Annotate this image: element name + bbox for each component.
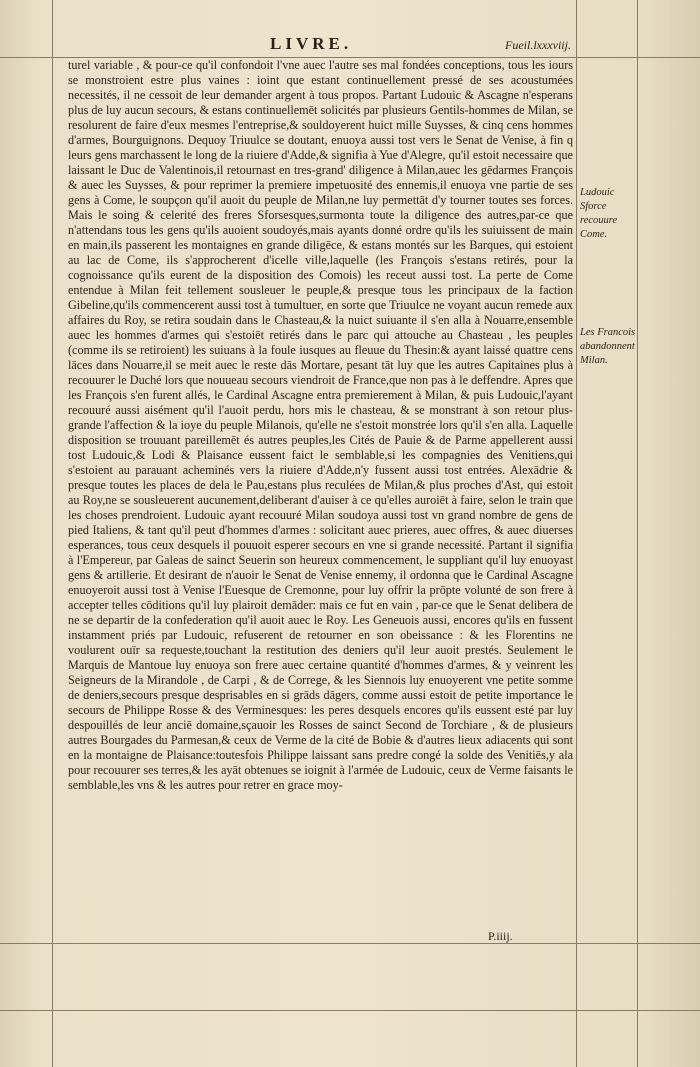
main-text-block — [68, 58, 573, 793]
running-head: LIVRE. — [270, 34, 353, 53]
paragraph: turel variable , & pour-ce qu'il confondoit l'vne auec l'autre ses mal fondées conceptions, tous les iours se monstroient estre plus vaines : ioint que estant continuellement pressé de ses acoustumées necessités, il ne cessoit de leur demander argent à tous propos. Partant Ludouic & Ascagne n'esperans plus de luy aucun secours, & estans continuellemēt solicités par plusieurs Gentils-hommes de Milan, se resolurent de faire d'eux mesmes l'entreprise,& souldoyerent huict mille Suysses, & cinq cens hommes d'armes, Bourguignons. Dequoy Triuulce se doutant, enuoya aussi tost vers le Senat de Venise, à fin q leurs gens marchassent le long de la riuiere d'Adde,& signifia à Yue d'Alegre, qu'il estoit necessaire que laissant le Duc de Valentinois,il retournast en tres-grand' diligence à Milan,auec les gēdarmes François & auec les Suysses, & pour reprimer la premiere impetuosité des ennemis,il enuoya vne partie de ses gens à Come, le soupçon qu'il auoit du peuple de Milan,ne luy permettāt d'y tourner toutes ses forces. Mais le soing & celerité des freres Sforsesques,surmonta toute la diligence des autres,par-ce que n'attendans tous les gens qu'ils auoient soudoyés,mais ayants donné ordre qu'ils les suiuissent de main en main,ils passerent les montaignes en grande diligēce, & estans montés sur les Barques, qui estoient au lac de Come, ils s'approcherent d'icelle ville,laquelle (les François s'estans retirés, pour la cognoissance qu'ils eurent de la disposition des Comois) les receut aussi tost. La perte de Come entendue à Milan feit tellement sousleuer le peuple,& presque tous les principaux de la faction Gibeline,qu'ils commencerent aussi tost à tumultuer, en sorte que Triuulce ne voyant aucun remede aux affaires du Roy, se retira soudain dans le Chasteau,& la nuict suiuante il s'en alla à Nouarre,ensemble auec les hommes d'armes qui s'estoiēt retirés dans le parc qui attouche au Chasteau , les peuples (comme ils se retiroient) les suiuans à la foule iusques au fleuue du Thesin:& ayant laissé quattre cens lāces dans Nouarre,il se meit auec le reste dās Mortare, pesant tāt luy que les autres Capitaines plus à recouurer le Duché lors que nouueau secours viendroit de France,que non pas à le deffendre. Apres que les François s'en furent allés, le Cardinal Ascagne entra premierement à Milan, & puis Ludouic,l'ayant recouuré aussi aisément qu'il l'auoit perdu, hors mis le chasteau, & se monstrant à son retour plus-grande l'affection & la ioye du peuple Milanois, qu'elle ne s'estoit monstrée lors qu'il s'en alla. Laquelle disposition se trouuant pareillemēt és autres peuples,les Cités de Pauie & de Parme appellerent aussi tost Ludouic,& Lodi & Plaisance eussent faict le semblable,si les compagnies des Venitiens,qui s'estoient au parauant acheminés vers la riuiere d'Adde,n'y fussent aussi tost entrées. Alexādrie & presque toutes les places de dela le Pau,estans plus reculées de Milan,& plus proches d'Ast, qui estoit au Roy,ne se sousleuerent aucunement,deliberant d'auiser à ce qu'elles auroiēt à faire, selon le train que les choses prendroient. Ludouic ayant recouuré Milan soudoya aussi tost vn grand nombre de gens de pied Italiens, & tant qu'il peut d'hommes d'armes : solicitant auec prieres, auec offres, & auec diuerses esperances, tous ceux desquels il pouuoit esperer secours en vne si grande necessité. Partant il signifia à l'Empereur, par Galeas de sainct Seuerin son heureux commencement, le suppliant qu'il luy enuoyast gens & artillerie. Et desirant de n'auoir le Senat de Venise ennemy, il ordonna que le Cardinal Ascagne enuoyeroit aussi tost à Venise l'Euesque de Cremonne, pour luy offrir la prōpte volunté de son frere à accepter telles cōditions qu'il luy plairoit demāder: mais ce fut en vain , par-ce que le Senat delibera de ne se departir de la confederation qu'il auoit auec le Roy. Les Geneuois aussi, encores qu'ils en fussent instamment priés par Ludouic, refuserent de retourner en son obeissance : & les Florentins ne voulurent ouïr sa requeste,touchant la restitution des deniers qu'il leur auoit prestés. Seulement le Marquis de Mantoue luy enuoya son frere auec certaine quantité d'hommes d'armes, & y veinrent les Seigneurs de la Mirandole , de Carpi , & de Correge, & les Siennois luy enuoyerent vne petite somme de deniers,secours presque desprisables en si grāds dāgers, comme aussi estoit de petite importance le secours de Philippe Rosse & des Verminesques: les peres desquels encores qu'ils eussent esté par luy despouillés de leur anciē domaine,sçauoir les Rosses de sainct Second de Torchiare , & de plusieurs autres Bourgades du Parmesan,& ceux de Verme de la cité de Bobie & d'autres lieux adiacents qui sont en la montaigne de Plaisance:toutesfois Philippe laissant sans predre congé la solde des Venitiēs,y ala pour recouurer ses terres,& les ayāt obtenues se ioignit à l'armée de Ludouic, ceux de Verme faisants le semblable,les vns & les autres pour retrer en grace moy- — [68, 58, 573, 792]
margin-note-come: Ludouic Sforce recouure Come. — [580, 187, 618, 240]
margin-note-milan: Les Francois abandonnent Milan. — [580, 327, 636, 366]
marginalia-right-rule — [637, 0, 638, 1067]
text-block-right-rule — [576, 0, 577, 1067]
signature-mark: P.iiij. — [488, 929, 513, 943]
folio-number: Fueil.lxxxviij. — [505, 38, 571, 52]
footer-rule — [0, 943, 700, 944]
left-margin-rule — [52, 0, 53, 1067]
bottom-margin-rule — [0, 1010, 700, 1011]
